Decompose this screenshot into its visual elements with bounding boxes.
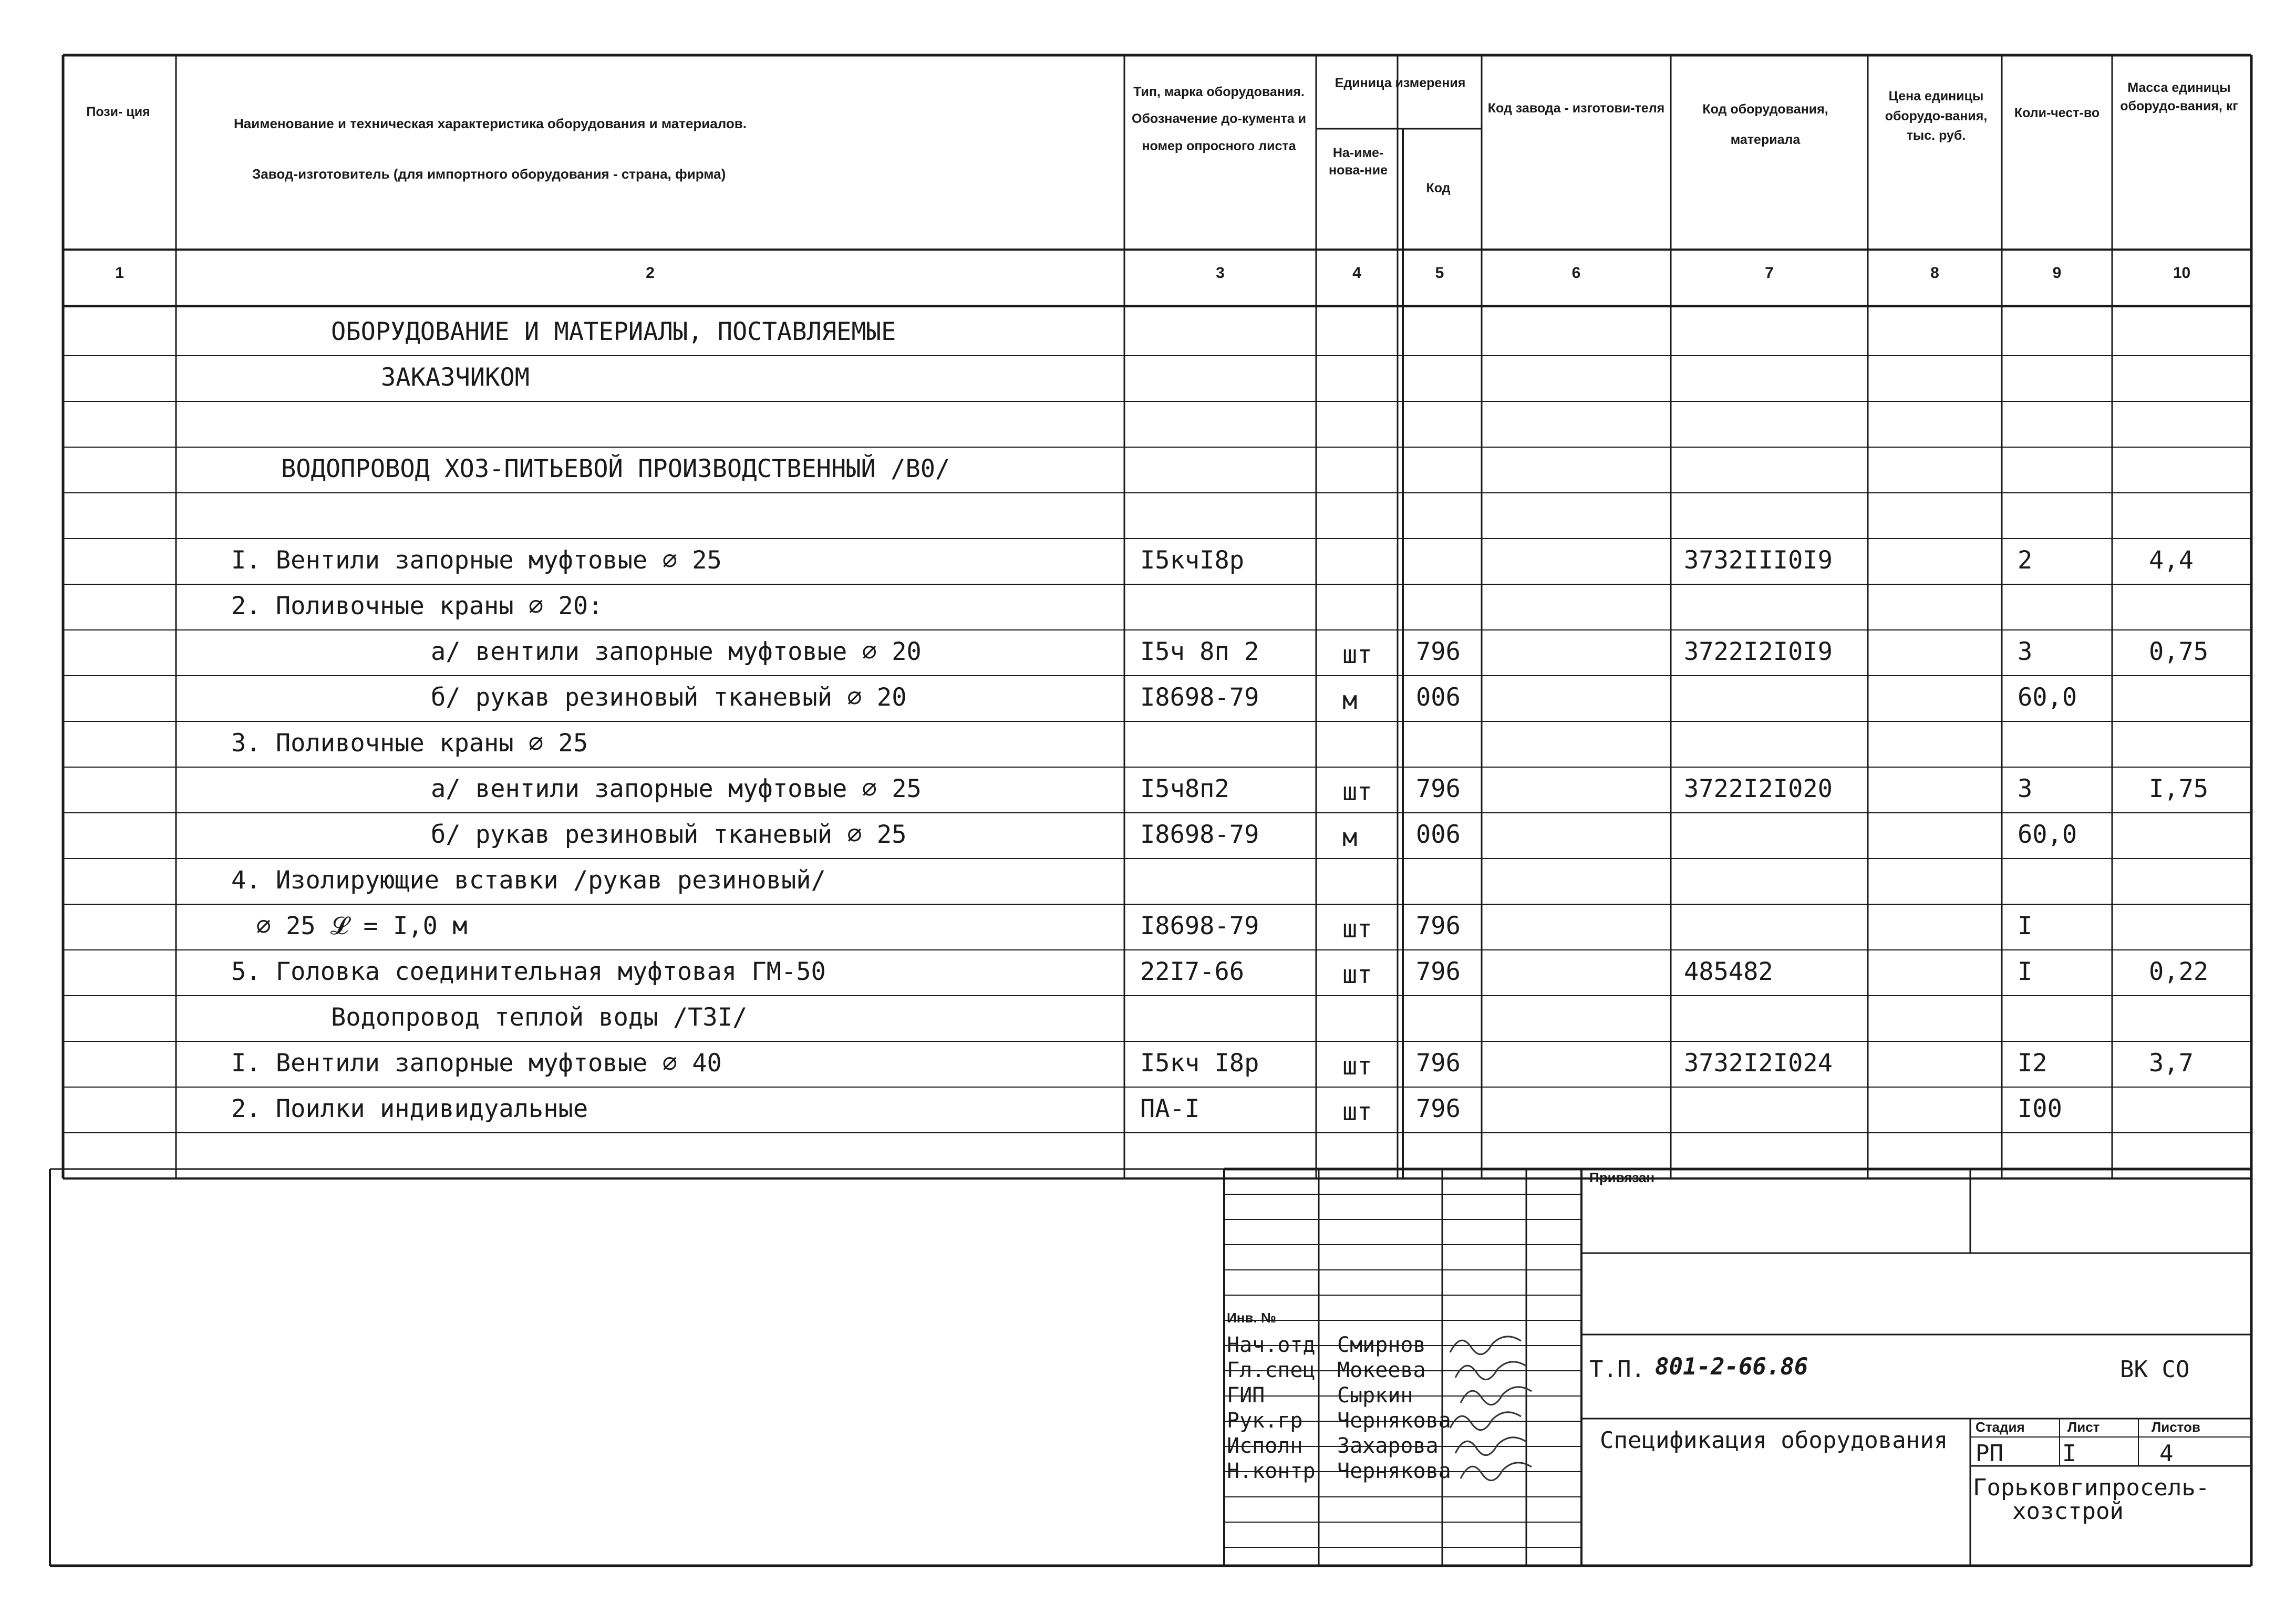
row-name: I. Вентили запорные муфтовые ∅ 25 [231,546,722,575]
row-name: ВОДОПРОВОД ХОЗ-ПИТЬЕВОЙ ПРОИЗВОДСТВЕННЫЙ /В0/ [281,454,950,483]
header-plant-code: Код завода - изготови-теля [1487,101,1665,116]
column-number-1: 1 [115,264,124,282]
signer-name: Сыркин [1337,1383,1413,1408]
row-type: I8698-79 [1140,912,1259,940]
row-unit-code: 006 [1416,820,1461,849]
row-unit: шт [1342,915,1372,944]
row-name: 4. Изолирующие вставки /рукав резиновый/ [231,866,826,895]
row-equipment-code: 3732I2I024 [1684,1049,1833,1078]
signer-role: Гл.спец [1227,1358,1316,1382]
row-name: а/ вентили запорные муфтовые ∅ 20 [431,637,922,666]
row-name: I. Вентили запорные муфтовые ∅ 40 [231,1049,722,1078]
column-number-6: 6 [1571,264,1581,282]
header-unit: Единица измерения [1335,76,1466,90]
signer-role: Н.контр [1227,1459,1316,1483]
sheet-value: I [2062,1440,2076,1467]
header-name-line2: Завод-изготовитель (для импортного оборудования - страна, фирма) [252,166,726,182]
tied-label: Привязан [1589,1170,1655,1185]
header-unit-code: Код [1426,181,1451,195]
signer-name: Смирнов [1337,1333,1426,1357]
doc-number: 801-2-66.86 [1655,1353,1808,1380]
row-quantity: I2 [2018,1049,2047,1078]
column-number-7: 7 [1765,264,1774,282]
signer-name: Чернякова [1337,1459,1451,1483]
row-type: I5кчI8р [1140,546,1245,575]
row-unit-code: 796 [1416,637,1461,666]
row-name: 5. Головка соединительная муфтовая ГМ-50 [231,957,826,986]
organization-line1: Горьковгипросель- [1973,1474,2210,1501]
row-equipment-code: 3722I2I020 [1684,774,1833,803]
row-mass: I,75 [2149,774,2209,803]
row-unit: м [1342,823,1358,852]
row-equipment-code: 485482 [1684,957,1773,986]
row-mass: 0,22 [2149,957,2209,986]
row-unit: шт [1342,1052,1372,1081]
signer-name: Чернякова [1337,1409,1451,1433]
row-quantity: I [2018,957,2033,986]
signer-name: Захарова [1337,1434,1439,1458]
row-type: I5кч I8р [1140,1049,1259,1078]
row-name: б/ рукав резиновый тканевый ∅ 25 [431,820,907,849]
doc-code: ВК СО [2120,1356,2190,1383]
row-quantity: 60,0 [2018,683,2077,712]
row-mass: 4,4 [2149,546,2194,575]
header-name-line1: Наименование и техническая характеристика оборудования и материалов. [234,116,747,131]
row-type: I5ч 8п 2 [1140,637,1259,666]
column-number-10: 10 [2173,264,2191,282]
doc-number-prefix: Т.П. [1589,1356,1645,1383]
doc-title: Спецификация оборудования [1600,1427,1948,1454]
row-quantity: 60,0 [2018,820,2077,849]
signer-role: ГИП [1227,1383,1265,1408]
inv-number-label: Инв. № [1227,1310,1276,1326]
row-unit-code: 796 [1416,1049,1461,1078]
row-type: I5ч8п2 [1140,774,1229,803]
row-quantity: 2 [2018,546,2033,575]
signer-role: Рук.гр [1227,1409,1303,1433]
row-quantity: I00 [2018,1094,2062,1123]
row-equipment-code: 3722I2I0I9 [1684,637,1833,666]
column-number-4: 4 [1352,264,1361,282]
sheets-value: 4 [2159,1440,2174,1467]
row-type: I8698-79 [1140,820,1259,849]
sheet-label: Лист [2067,1419,2100,1435]
column-number-3: 3 [1216,264,1225,282]
signer-name: Мокеева [1337,1358,1426,1382]
row-unit: шт [1342,1098,1372,1126]
row-unit-code: 796 [1416,774,1461,803]
row-quantity: 3 [2018,637,2033,666]
stage-value: РП [1976,1440,2003,1467]
table-grid-lines [50,55,2251,1566]
row-name: Водопровод теплой воды /Т3I/ [331,1003,748,1032]
column-number-8: 8 [1930,264,1939,282]
signer-role: Исполн [1227,1434,1303,1458]
row-unit-code: 796 [1416,957,1461,986]
signer-role: Нач.отд [1227,1333,1316,1357]
header-position: Пози- ция [86,105,150,119]
row-name: 2. Поилки индивидуальные [231,1094,588,1123]
row-unit-code: 006 [1416,683,1461,712]
row-mass: 3,7 [2149,1049,2194,1078]
row-quantity: 3 [2018,774,2033,803]
header-unit-name: На-име-нова-ние [1328,146,1388,178]
row-name: ЗАКАЗЧИКОМ [381,363,530,392]
row-type: ПА-I [1140,1094,1200,1123]
row-type: 22I7-66 [1140,957,1245,986]
column-number-2: 2 [646,264,655,282]
column-number-9: 9 [2052,264,2062,282]
header-equipment-code: Код оборудования, материала [1702,102,1828,147]
header-quantity: Коли-чест-во [2014,106,2100,120]
row-name: 2. Поливочные краны ∅ 20: [231,592,603,621]
row-equipment-code: 3732III0I9 [1684,546,1833,575]
row-name: а/ вентили запорные муфтовые ∅ 25 [431,774,922,803]
row-name: 3. Поливочные краны ∅ 25 [231,729,588,758]
header-type: Тип, марка оборудования. Обозначение до-кумента и номер опросного листа [1132,85,1306,153]
stage-label: Стадия [1976,1419,2025,1435]
row-unit-code: 796 [1416,912,1461,940]
row-quantity: I [2018,912,2033,940]
row-type: I8698-79 [1140,683,1259,712]
row-unit: м [1342,686,1358,715]
row-unit: шт [1342,640,1372,669]
row-name: ОБОРУДОВАНИЕ И МАТЕРИАЛЫ, ПОСТАВЛЯЕМЫЕ [331,317,896,346]
row-unit: шт [1342,778,1372,806]
column-number-5: 5 [1435,264,1444,282]
row-unit: шт [1342,960,1372,989]
signatures [1450,1337,1532,1481]
row-mass: 0,75 [2149,637,2209,666]
sheets-label: Листов [2152,1419,2200,1435]
row-name: ∅ 25 𝓛 = I,0 м [256,912,468,940]
header-mass: Масса единицы оборудо-вания, кг [2120,80,2238,113]
organization-line2: хозстрой [2012,1498,2124,1525]
row-unit-code: 796 [1416,1094,1461,1123]
header-price: Цена единицы оборудо-вания, тыс. руб. [1885,89,1988,143]
row-name: б/ рукав резиновый тканевый ∅ 20 [431,683,907,712]
